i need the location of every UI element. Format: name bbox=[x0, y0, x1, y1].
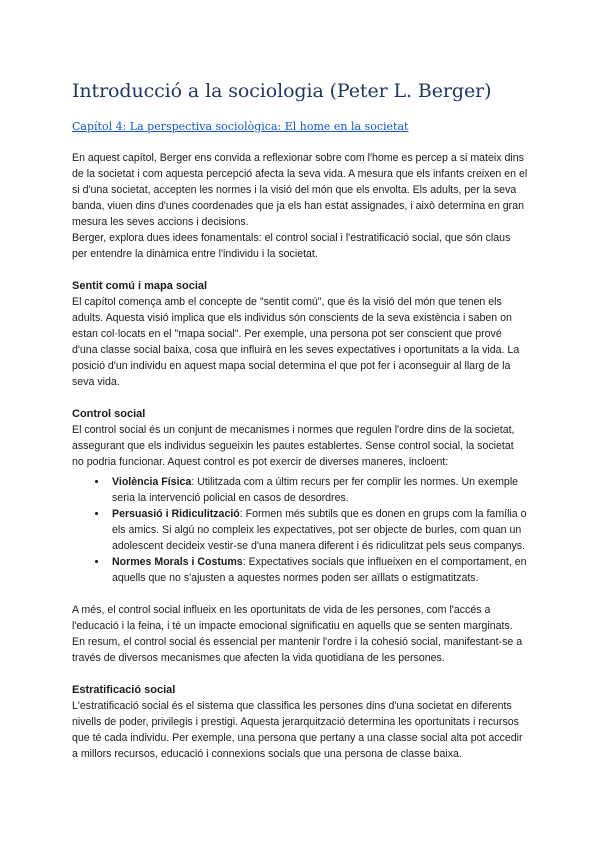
intro-block bbox=[72, 150, 528, 262]
section-paragraph: L'estratificació social és el sistema que classifica les persones dins d'una societat en diferents nivells de poder, privilegis i prestigi. Aquesta jerarquització determina les oportunitats i recursos que té cada individu. Per exemple, una persona que pertany a una classe social alta pot accedir a millors recursos, educació i connexions socials que una persona de classe baixa. bbox=[72, 700, 523, 761]
intro-paragraph-2: Berger, explora dues idees fonamentals: el control social i l'estratificació social, que són claus per entendre la dinàmica entre l'individu i la societat. bbox=[72, 232, 511, 261]
intro-paragraph-1: En aquest capítol, Berger ens convida a reflexionar sobre com l'home es percep a si mateix dins de la societat i com aquesta percepció afecta la seva vida. A mesura que els infants creixen en el si d'una societat, accepten les normes i la visió del món que els envolta. Els adults, per la seva banda, viuen dins d'unes coordenades que ja els han estat assignades, i això determina en gran mesura les seves accions i decisions. bbox=[72, 152, 528, 229]
list-item-term: Violència Física bbox=[112, 476, 192, 489]
section-heading: Estratificació social bbox=[72, 684, 176, 697]
section-estratificacio bbox=[72, 682, 528, 762]
control-mechanisms-list bbox=[72, 474, 528, 586]
section-paragraph: A més, el control social influeix en les oportunitats de vida de les persones, com l'accés a l'educació i la feina, i té un impacte emocional significatiu en aquells que se senten marginats. En resum, el control social és essencial per mantenir l'ordre i la cohesió social, manifestant-se a través de diversos mecanismes que afecten la vida quotidiana de les persones. bbox=[72, 604, 523, 665]
document-title: Introducció a la sociologia (Peter L. Berger) bbox=[72, 80, 492, 102]
list-item-desc: : Utilitzada com a últim recurs per fer complir les normes. Un exemple seria la intervenció policial en casos de desordres. bbox=[112, 476, 519, 505]
section-control-social bbox=[72, 406, 528, 666]
list-item-term: Persuasió i Ridiculització bbox=[112, 508, 240, 521]
chapter-link[interactable]: Capítol 4: La perspectiva sociològica: El home en la societat bbox=[72, 119, 409, 133]
section-heading: Control social bbox=[72, 408, 146, 421]
section-paragraph: El capítol comença amb el concepte de "sentit comú", que és la visió del món que tenen els adults. Aquesta visió implica que els individus són conscients de la seva existència i saben on estan col·locats en el "mapa social". Per exemple, una persona pot ser conscient que prové d'una classe social baixa, cosa que influirà en les seves expectatives i oportunitats a la vida. La posició d'un individu en aquest mapa social determina el que pot fer i aconseguir al llarg de la seva vida. bbox=[72, 296, 520, 389]
section-sentit-comu bbox=[72, 278, 528, 390]
list-item-desc: : Expectatives socials que influeixen en el comportament, en aquells que no s'ajusten a aquestes normes poden ser aïllats o estigmatitzats. bbox=[112, 556, 527, 585]
list-item-term: Normes Morals i Costums bbox=[112, 556, 243, 569]
section-paragraph: El control social és un conjunt de mecanismes i normes que regulen l'ordre dins de la societat, assegurant que els individus segueixin les pautes establertes. Sense control social, la societat no podria funcionar. Aquest control es pot exercir de diverses maneres, incloent: bbox=[72, 424, 515, 469]
section-heading: Sentit comú i mapa social bbox=[72, 280, 208, 293]
list-item bbox=[108, 506, 528, 554]
list-item-desc: : Formen més subtils que es donen en grups com la família o els amics. Si algú no compleix les expectatives, pot ser objecte de burles, com quan un adolescent decideix vestir-se d'una manera diferent i és ridiculitzat pels seus companys. bbox=[112, 508, 527, 553]
list-item bbox=[108, 554, 528, 586]
list-item bbox=[108, 474, 528, 506]
